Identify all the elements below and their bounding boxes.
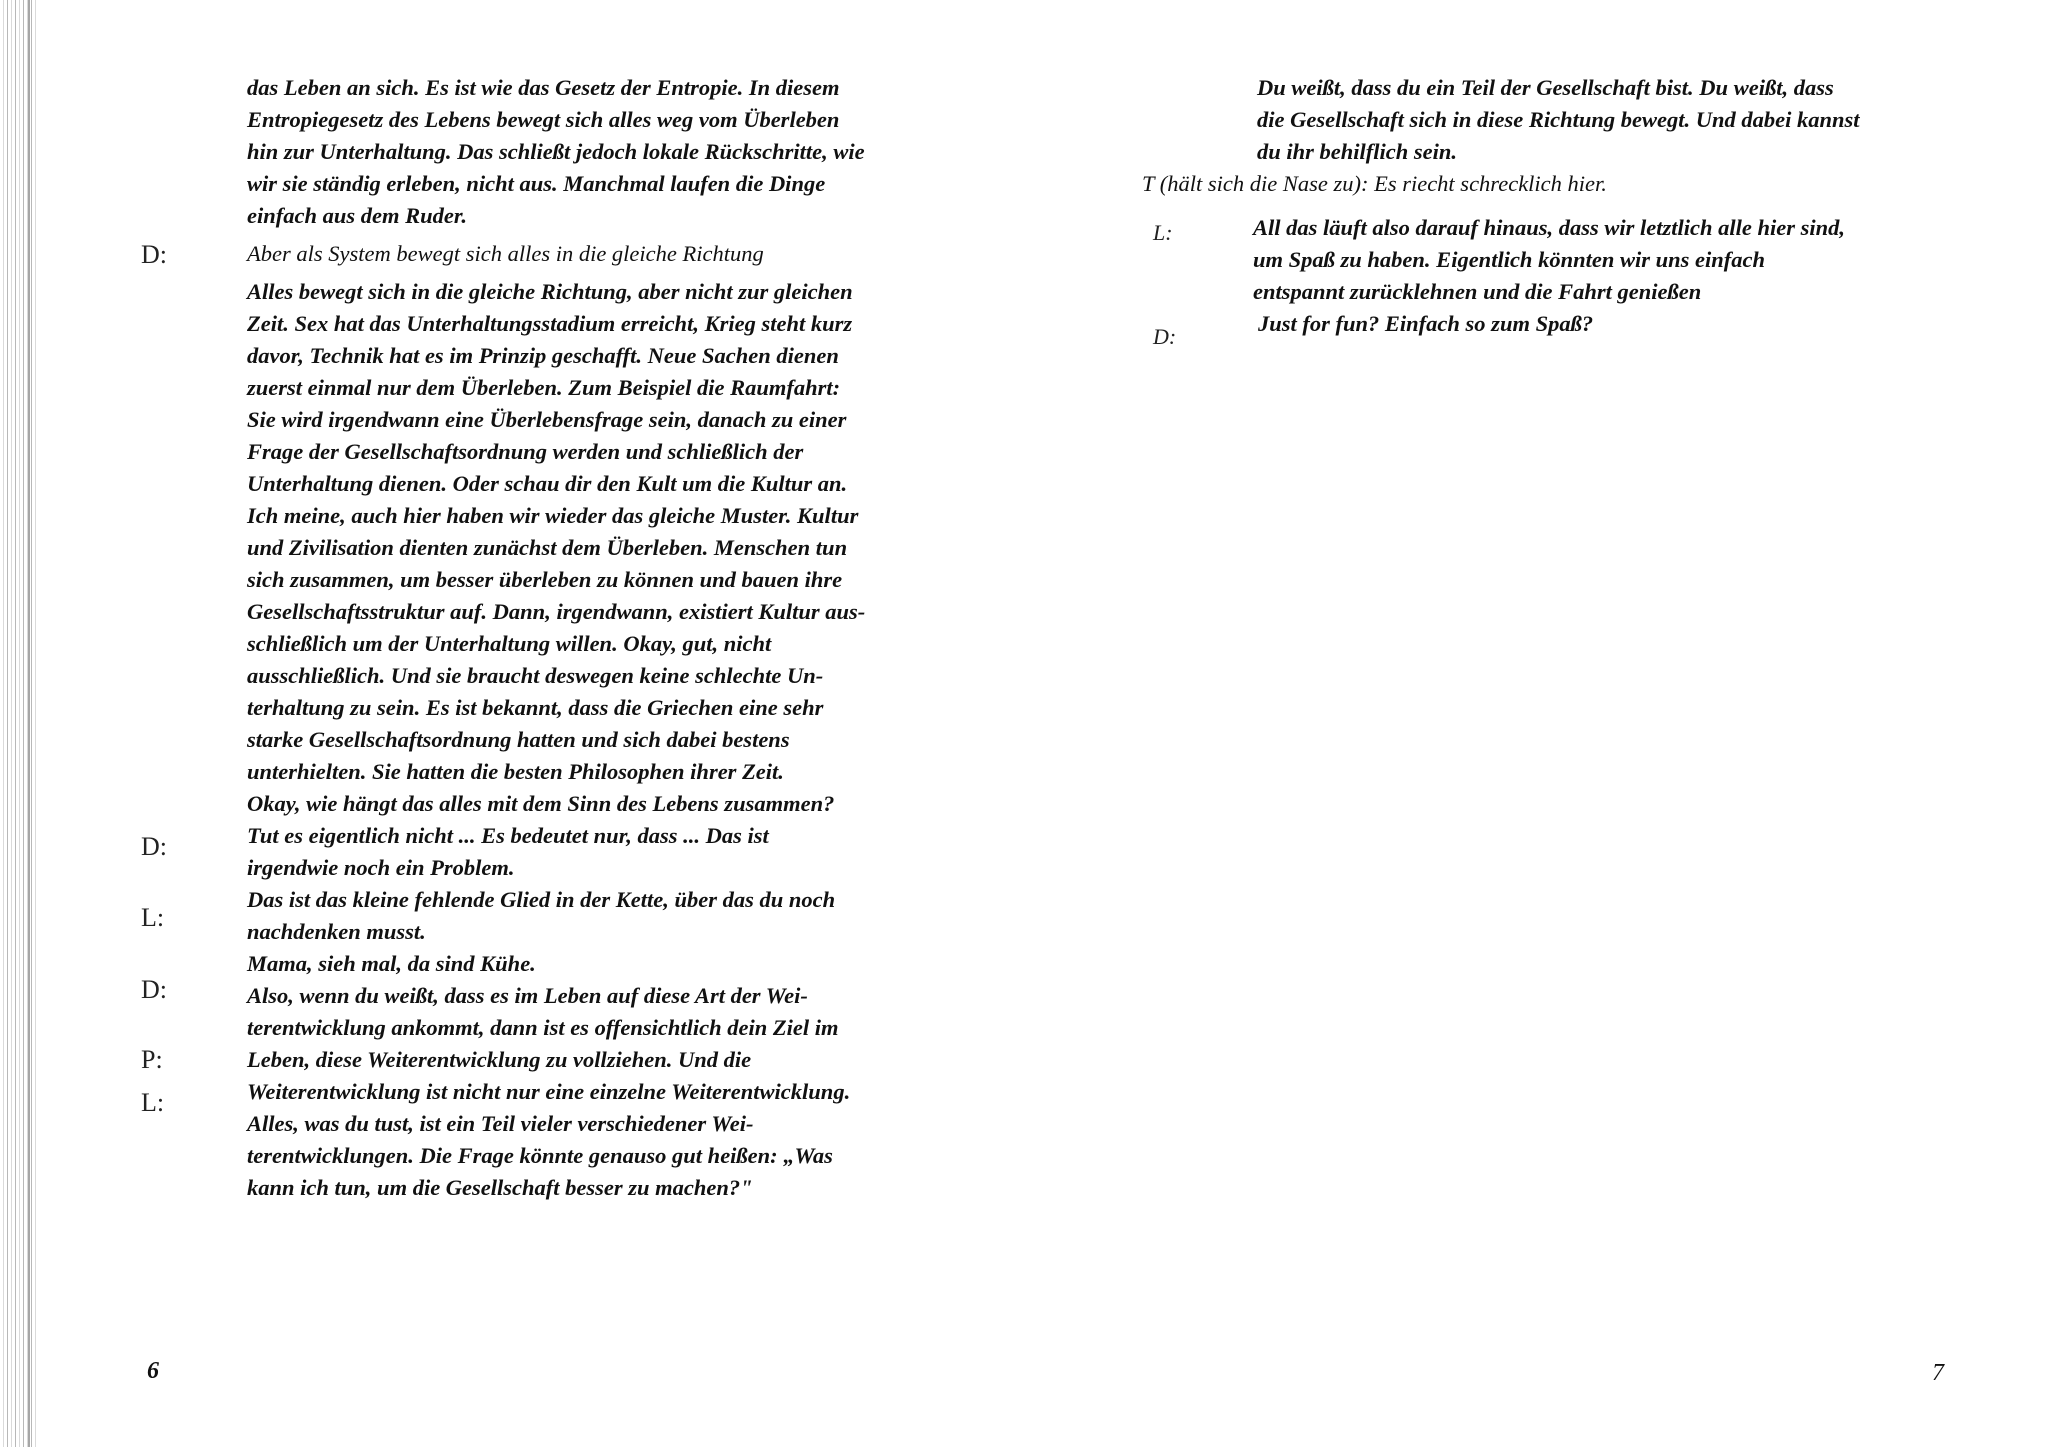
text-line: einfach aus dem Ruder. <box>247 203 468 228</box>
text-line: und Zivilisation dienten zunächst dem Überleben. Menschen tun <box>247 535 848 560</box>
text-line: Mama, sieh mal, da sind Kühe. <box>247 951 536 976</box>
text-line: Sie wird irgendwann eine Überlebensfrage sein, danach zu einer <box>247 407 847 432</box>
speaker-label: D: <box>141 240 167 269</box>
speaker-label: D: <box>141 832 167 861</box>
text-line: Das ist das kleine fehlende Glied in der Kette, über das du noch <box>247 887 836 912</box>
text-line: schließlich um der Unterhaltung willen. Okay, gut, nicht <box>247 631 772 656</box>
text-line: terentwicklungen. Die Frage könnte genauso gut heißen: „Was <box>247 1143 833 1168</box>
text-line: zuerst einmal nur dem Überleben. Zum Beispiel die Raumfahrt: <box>247 375 841 400</box>
text-line: ausschließlich. Und sie braucht deswegen keine schlechte Un- <box>247 663 824 688</box>
book-spine-edge <box>28 0 30 1447</box>
text-line: Tut es eigentlich nicht ... Es bedeutet nur, dass ... Das ist <box>247 823 769 848</box>
text-line: die Gesellschaft sich in diese Richtung bewegt. Und dabei kannst <box>1257 107 1860 132</box>
text-line: Zeit. Sex hat das Unterhaltungsstadium erreicht, Krieg steht kurz <box>247 311 853 336</box>
text-line: Unterhaltung dienen. Oder schau dir den Kult um die Kultur an. <box>247 471 848 496</box>
text-line: terentwicklung ankommt, dann ist es offensichtlich dein Ziel im <box>247 1015 839 1040</box>
text-line: Alles, was du tust, ist ein Teil vieler verschiedener Wei- <box>247 1111 754 1136</box>
speaker-label: L: <box>141 903 165 932</box>
text-line: irgendwie noch ein Problem. <box>247 855 515 880</box>
left-page-text <box>247 72 865 1204</box>
speaker-label: P: <box>141 1045 163 1074</box>
text-line: Also, wenn du weißt, dass es im Leben auf diese Art der Wei- <box>247 983 808 1008</box>
text-line: Okay, wie hängt das alles mit dem Sinn des Lebens zusammen? <box>247 791 835 816</box>
text-line: Weiterentwicklung ist nicht nur eine einzelne Weiterentwicklung. <box>247 1079 851 1104</box>
text-line: sich zusammen, um besser überleben zu können und bauen ihre <box>247 567 843 592</box>
text-line: Entropiegesetz des Lebens bewegt sich alles weg vom Überleben <box>247 107 840 132</box>
text-line: um Spaß zu haben. Eigentlich könnten wir uns einfach <box>1253 247 1766 272</box>
text-line: wir sie ständig erleben, nicht aus. Manchmal laufen die Dinge <box>247 171 826 196</box>
text-line: All das läuft also darauf hinaus, dass wir letztlich alle hier sind, <box>1253 215 1846 240</box>
text-line: du ihr behilflich sein. <box>1257 139 1458 164</box>
right-l-text <box>1253 212 1845 308</box>
text-line: unterhielten. Sie hatten die besten Philosophen ihrer Zeit. <box>247 759 784 784</box>
speaker-label: D: <box>141 975 167 1004</box>
text-line: davor, Technik hat es im Prinzip geschafft. Neue Sachen dienen <box>247 343 839 368</box>
text-line: starke Gesellschaftsordnung hatten und sich dabei bestens <box>247 727 790 752</box>
speaker-label: D: <box>1153 324 1177 349</box>
text-line: Ich meine, auch hier haben wir wieder das gleiche Muster. Kultur <box>247 503 859 528</box>
text-line: entspannt zurücklehnen und die Fahrt genießen <box>1253 279 1702 304</box>
book-spine-shadow <box>0 0 36 1447</box>
text-line: Alles bewegt sich in die gleiche Richtung, aber nicht zur gleichen <box>247 279 853 304</box>
page-number: 6 <box>147 1358 159 1384</box>
right-intro-text <box>1257 72 1860 168</box>
text-line: nachdenken musst. <box>247 919 426 944</box>
text-line: Du weißt, dass du ein Teil der Gesellschaft bist. Du weißt, dass <box>1257 75 1834 100</box>
speaker-label: L: <box>1153 220 1173 245</box>
speaker-label: L: <box>141 1088 165 1117</box>
text-line: Just for fun? Einfach so zum Spaß? <box>1258 311 1594 336</box>
text-line: terhaltung zu sein. Es ist bekannt, dass die Griechen eine sehr <box>247 695 824 720</box>
stage-direction: T (hält sich die Nase zu): Es riecht schrecklich hier. <box>1142 171 1607 196</box>
text-line: Frage der Gesellschaftsordnung werden und schließlich der <box>247 439 804 464</box>
page-number: 7 <box>1932 1360 1944 1386</box>
text-line: Leben, diese Weiterentwicklung zu vollziehen. Und die <box>247 1047 752 1072</box>
text-line: kann ich tun, um die Gesellschaft besser zu machen?" <box>247 1175 753 1200</box>
text-line: das Leben an sich. Es ist wie das Gesetz der Entropie. In diesem <box>247 75 840 100</box>
text-line: Aber als System bewegt sich alles in die gleiche Richtung <box>247 241 764 266</box>
text-line: Gesellschaftsstruktur auf. Dann, irgendwann, existiert Kultur aus- <box>247 599 866 624</box>
text-line: hin zur Unterhaltung. Das schließt jedoch lokale Rückschritte, wie <box>247 139 865 164</box>
